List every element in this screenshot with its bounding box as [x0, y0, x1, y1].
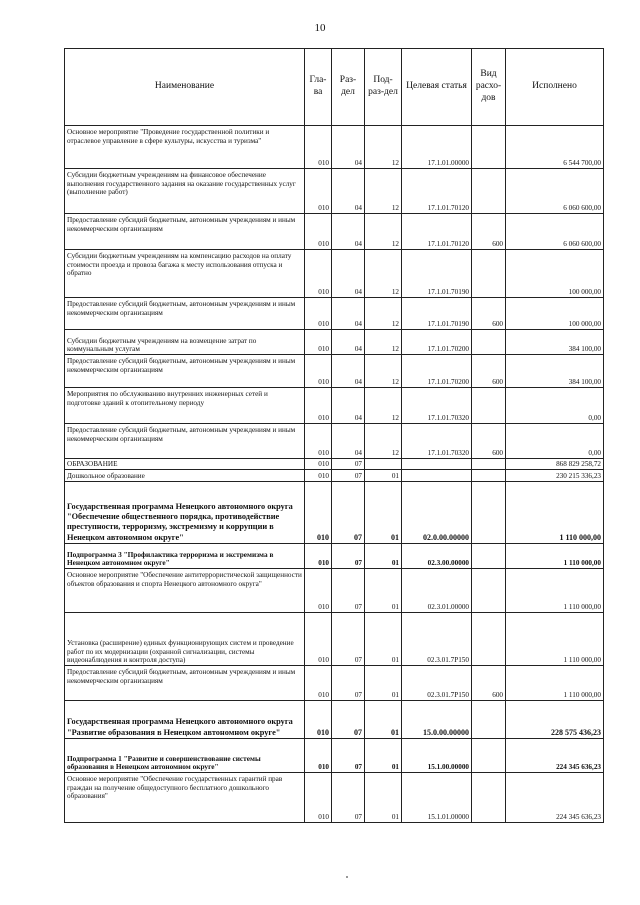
row-name: Подпрограмма 1 "Развитие и совершенствование системы образования в Ненецком автономном округе" [65, 739, 305, 773]
col-header-done: Исполнено [506, 49, 604, 126]
row-target [402, 459, 472, 470]
row-target: 17.1.01.70120 [402, 169, 472, 214]
col-header-glava: Гла-ва [305, 49, 332, 126]
row-glava: 010 [305, 388, 332, 424]
row-vid: 600 [472, 666, 506, 701]
row-glava: 010 [305, 739, 332, 773]
row-razdel: 04 [332, 126, 365, 169]
col-header-target: Целевая статья [402, 49, 472, 126]
row-name: Государственная программа Ненецкого автономного округа "Развитие образования в Ненецком автономном округе" [65, 701, 305, 739]
row-vid [472, 250, 506, 298]
table-row [65, 126, 604, 169]
row-amount: 6 544 700,00 [506, 126, 604, 169]
row-name: Государственная программа Ненецкого автономного округа "Обеспечение общественного порядка, противодействие преступности, терроризму, экстремизму и коррупции в Ненецком автономном округе" [65, 482, 305, 544]
row-podrazdel: 12 [365, 355, 402, 388]
row-target: 15.1.01.00000 [402, 773, 472, 823]
row-amount: 228 575 436,23 [506, 701, 604, 739]
table-row [65, 613, 604, 666]
row-razdel: 04 [332, 214, 365, 250]
row-razdel: 04 [332, 388, 365, 424]
row-vid: 600 [472, 214, 506, 250]
col-header-vid: Вид расхо-дов [472, 49, 506, 126]
row-amount: 0,00 [506, 388, 604, 424]
row-target: 17.1.01.70120 [402, 214, 472, 250]
table-row [65, 459, 604, 470]
row-name: Предоставление субсидий бюджетным, автономным учреждениям и иным некоммерческим организациям [65, 424, 305, 459]
row-name: Предоставление субсидий бюджетным, автономным учреждениям и иным некоммерческим организациям [65, 298, 305, 330]
row-amount: 6 060 600,00 [506, 214, 604, 250]
row-amount: 1 110 000,00 [506, 613, 604, 666]
row-name: Подпрограмма 3 "Профилактика терроризма и экстремизма в Ненецком автономном округе" [65, 544, 305, 569]
row-razdel: 07 [332, 739, 365, 773]
row-glava: 010 [305, 701, 332, 739]
row-glava: 010 [305, 666, 332, 701]
row-target: 17.1.01.70200 [402, 355, 472, 388]
row-amount: 384 100,00 [506, 355, 604, 388]
row-razdel: 04 [332, 250, 365, 298]
row-razdel: 04 [332, 355, 365, 388]
header-row [65, 49, 604, 126]
row-glava: 010 [305, 544, 332, 569]
row-target: 17.1.01.70190 [402, 298, 472, 330]
row-vid [472, 482, 506, 544]
row-vid [472, 613, 506, 666]
budget-table [64, 48, 604, 823]
row-glava: 010 [305, 126, 332, 169]
row-target: 17.1.01.70320 [402, 388, 472, 424]
row-amount: 1 110 000,00 [506, 544, 604, 569]
row-amount: 1 110 000,00 [506, 569, 604, 613]
row-name: Мероприятия по обслуживанию внутренних инженерных сетей и подготовке зданий к отопительному периоду [65, 388, 305, 424]
row-podrazdel: 12 [365, 330, 402, 355]
table-row [65, 330, 604, 355]
row-name: Предоставление субсидий бюджетным, автономным учреждениям и иным некоммерческим организациям [65, 355, 305, 388]
row-glava: 010 [305, 298, 332, 330]
row-target: 15.1.00.00000 [402, 739, 472, 773]
row-name: Основное мероприятие "Проведение государственной политики и отраслевое управление в сфере культуры, искусства и туризма" [65, 126, 305, 169]
table-row [65, 388, 604, 424]
row-vid [472, 169, 506, 214]
table-row [65, 701, 604, 739]
row-glava: 010 [305, 250, 332, 298]
row-podrazdel: 01 [365, 666, 402, 701]
table-row [65, 214, 604, 250]
table-row [65, 666, 604, 701]
row-razdel: 07 [332, 482, 365, 544]
table-row [65, 424, 604, 459]
row-glava: 010 [305, 355, 332, 388]
row-vid [472, 701, 506, 739]
row-name: Основное мероприятие "Обеспечение государственных гарантий прав граждан на получение общедоступного бесплатного дошкольного образования" [65, 773, 305, 823]
table-row [65, 470, 604, 482]
row-razdel: 07 [332, 544, 365, 569]
row-razdel: 04 [332, 330, 365, 355]
row-target: 02.3.01.7Р150 [402, 666, 472, 701]
row-target: 15.0.00.00000 [402, 701, 472, 739]
row-podrazdel: 01 [365, 482, 402, 544]
row-podrazdel: 01 [365, 470, 402, 482]
row-podrazdel: 01 [365, 569, 402, 613]
row-target: 02.0.00.00000 [402, 482, 472, 544]
row-name: Дошкольное образование [65, 470, 305, 482]
row-podrazdel: 12 [365, 126, 402, 169]
row-name: Субсидии бюджетным учреждениям на финансовое обеспечение выполнения государственного задания на оказание государственных услуг (выполнение работ) [65, 169, 305, 214]
row-razdel: 07 [332, 459, 365, 470]
row-amount: 1 110 000,00 [506, 482, 604, 544]
row-glava: 010 [305, 330, 332, 355]
row-podrazdel: 12 [365, 169, 402, 214]
row-podrazdel: 12 [365, 388, 402, 424]
row-glava: 010 [305, 613, 332, 666]
row-podrazdel: 01 [365, 701, 402, 739]
row-glava: 010 [305, 773, 332, 823]
row-razdel: 07 [332, 470, 365, 482]
row-vid [472, 544, 506, 569]
row-podrazdel: 12 [365, 214, 402, 250]
col-header-podrazdel: Под-раз-дел [365, 49, 402, 126]
row-amount: 230 215 336,23 [506, 470, 604, 482]
row-razdel: 04 [332, 298, 365, 330]
col-header-name: Наименование [65, 49, 305, 126]
row-razdel: 07 [332, 569, 365, 613]
row-amount: 1 110 000,00 [506, 666, 604, 701]
col-header-razdel: Раз-дел [332, 49, 365, 126]
row-vid [472, 330, 506, 355]
row-razdel: 07 [332, 666, 365, 701]
row-target [402, 470, 472, 482]
table-row [65, 482, 604, 544]
row-podrazdel: 12 [365, 424, 402, 459]
row-target: 17.1.01.70320 [402, 424, 472, 459]
row-glava: 010 [305, 169, 332, 214]
row-name: Основное мероприятие "Обеспечение антитеррористической защищенности объектов образования и спорта Ненецкого автономного округа" [65, 569, 305, 613]
row-razdel: 07 [332, 773, 365, 823]
row-amount: 100 000,00 [506, 298, 604, 330]
row-amount: 224 345 636,23 [506, 773, 604, 823]
row-glava: 010 [305, 214, 332, 250]
row-target: 17.1.01.00000 [402, 126, 472, 169]
row-amount: 100 000,00 [506, 250, 604, 298]
row-vid [472, 739, 506, 773]
row-name: ОБРАЗОВАНИЕ [65, 459, 305, 470]
row-vid [472, 470, 506, 482]
scan-speck [346, 876, 348, 878]
row-glava: 010 [305, 459, 332, 470]
row-podrazdel: 01 [365, 544, 402, 569]
row-podrazdel: 01 [365, 773, 402, 823]
row-amount: 224 345 636,23 [506, 739, 604, 773]
row-razdel: 07 [332, 701, 365, 739]
row-target: 17.1.01.70200 [402, 330, 472, 355]
table-row [65, 169, 604, 214]
row-amount: 6 060 600,00 [506, 169, 604, 214]
row-glava: 010 [305, 424, 332, 459]
table-row [65, 773, 604, 823]
row-podrazdel: 01 [365, 739, 402, 773]
row-podrazdel: 12 [365, 298, 402, 330]
row-vid [472, 126, 506, 169]
row-glava: 010 [305, 482, 332, 544]
table-row [65, 739, 604, 773]
page-number: 10 [314, 22, 326, 34]
table-row [65, 544, 604, 569]
row-razdel: 04 [332, 424, 365, 459]
row-target: 02.3.01.00000 [402, 569, 472, 613]
row-glava: 010 [305, 470, 332, 482]
row-target: 02.3.00.00000 [402, 544, 472, 569]
row-name: Предоставление субсидий бюджетным, автономным учреждениям и иным некоммерческим организациям [65, 214, 305, 250]
row-podrazdel: 12 [365, 250, 402, 298]
row-podrazdel [365, 459, 402, 470]
row-amount: 384 100,00 [506, 330, 604, 355]
row-vid [472, 569, 506, 613]
table-row [65, 355, 604, 388]
row-name: Субсидии бюджетным учреждениям на возмещение затрат по коммунальным услугам [65, 330, 305, 355]
row-vid [472, 459, 506, 470]
row-amount: 868 829 258,72 [506, 459, 604, 470]
row-razdel: 07 [332, 613, 365, 666]
row-podrazdel: 01 [365, 613, 402, 666]
row-name: Субсидии бюджетным учреждениям на компенсацию расходов на оплату стоимости проезда и провоза багажа к месту использования отпуска и обратно [65, 250, 305, 298]
row-glava: 010 [305, 569, 332, 613]
row-razdel: 04 [332, 169, 365, 214]
row-vid [472, 773, 506, 823]
table-row [65, 298, 604, 330]
table-row [65, 569, 604, 613]
row-amount: 0,00 [506, 424, 604, 459]
table-row [65, 250, 604, 298]
row-vid [472, 388, 506, 424]
row-target: 17.1.01.70190 [402, 250, 472, 298]
row-vid: 600 [472, 424, 506, 459]
row-vid: 600 [472, 355, 506, 388]
row-name: Установка (расширение) единых функционирующих систем и проведение работ по их модернизации (охранной сигнализации, системы видеонаблюдения и контроля доступа) [65, 613, 305, 666]
row-vid: 600 [472, 298, 506, 330]
row-name: Предоставление субсидий бюджетным, автономным учреждениям и иным некоммерческим организациям [65, 666, 305, 701]
row-target: 02.3.01.7Р150 [402, 613, 472, 666]
